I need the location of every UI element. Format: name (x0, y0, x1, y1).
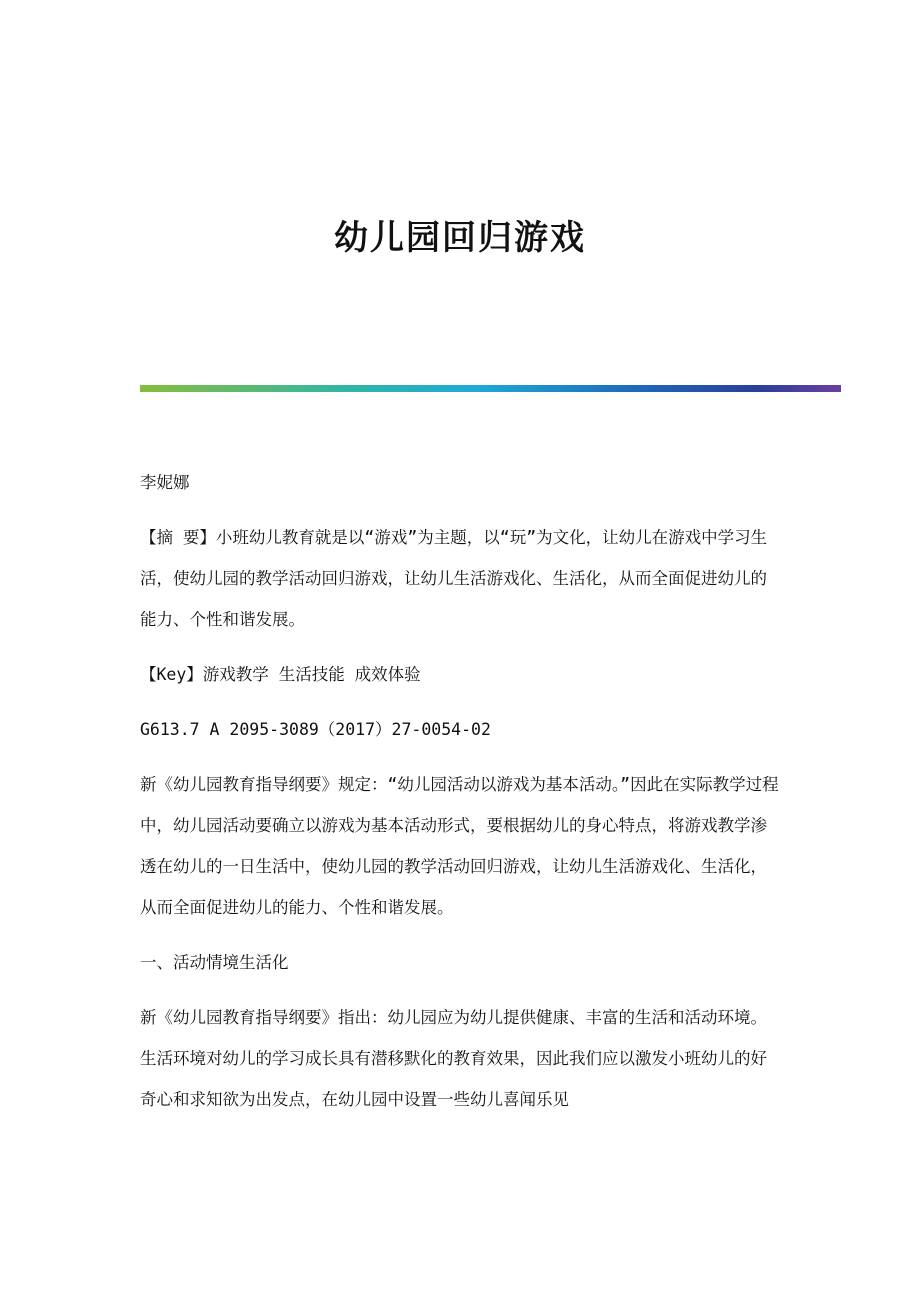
document-title: 幼儿园回归游戏 (334, 218, 586, 258)
body-paragraph-1: 新《幼儿园教育指导纲要》规定：“幼儿园活动以游戏为基本活动。”因此在实际教学过程中，幼儿园活动要确立以游戏为基本活动形式，要根据幼儿的身心特点，将游戏教学渗透在幼儿的一日生活中，使幼儿园的教学活动回归游戏，让幼儿生活游戏化、生活化，从而全面促进幼儿的能力、个性和谐发展。 (140, 775, 779, 917)
body-paragraph-2: 新《幼儿园教育指导纲要》指出：幼儿园应为幼儿提供健康、丰富的生活和活动环境。生活环境对幼儿的学习成长具有潜移默化的教育效果，因此我们应以激发小班幼儿的好奇心和求知欲为出发点，在幼儿园中设置一些幼儿喜闻乐见 (140, 1008, 767, 1109)
author-name: 李妮娜 (140, 473, 190, 492)
classification-line: G613.7 A 2095-3089（2017）27-0054-02 (140, 720, 491, 739)
document-body (140, 462, 780, 1134)
abstract-paragraph: 【摘 要】小班幼儿教育就是以“游戏”为主题，以“玩”为文化，让幼儿在游戏中学习生活，使幼儿园的教学活动回归游戏，让幼儿生活游戏化、生活化，从而全面促进幼儿的能力、个性和谐发展。 (140, 528, 768, 629)
gradient-divider (140, 385, 841, 392)
section-heading-1: 一、活动情境生活化 (140, 953, 289, 972)
keywords-line: 【Key】游戏教学 生活技能 成效体验 (140, 665, 421, 684)
